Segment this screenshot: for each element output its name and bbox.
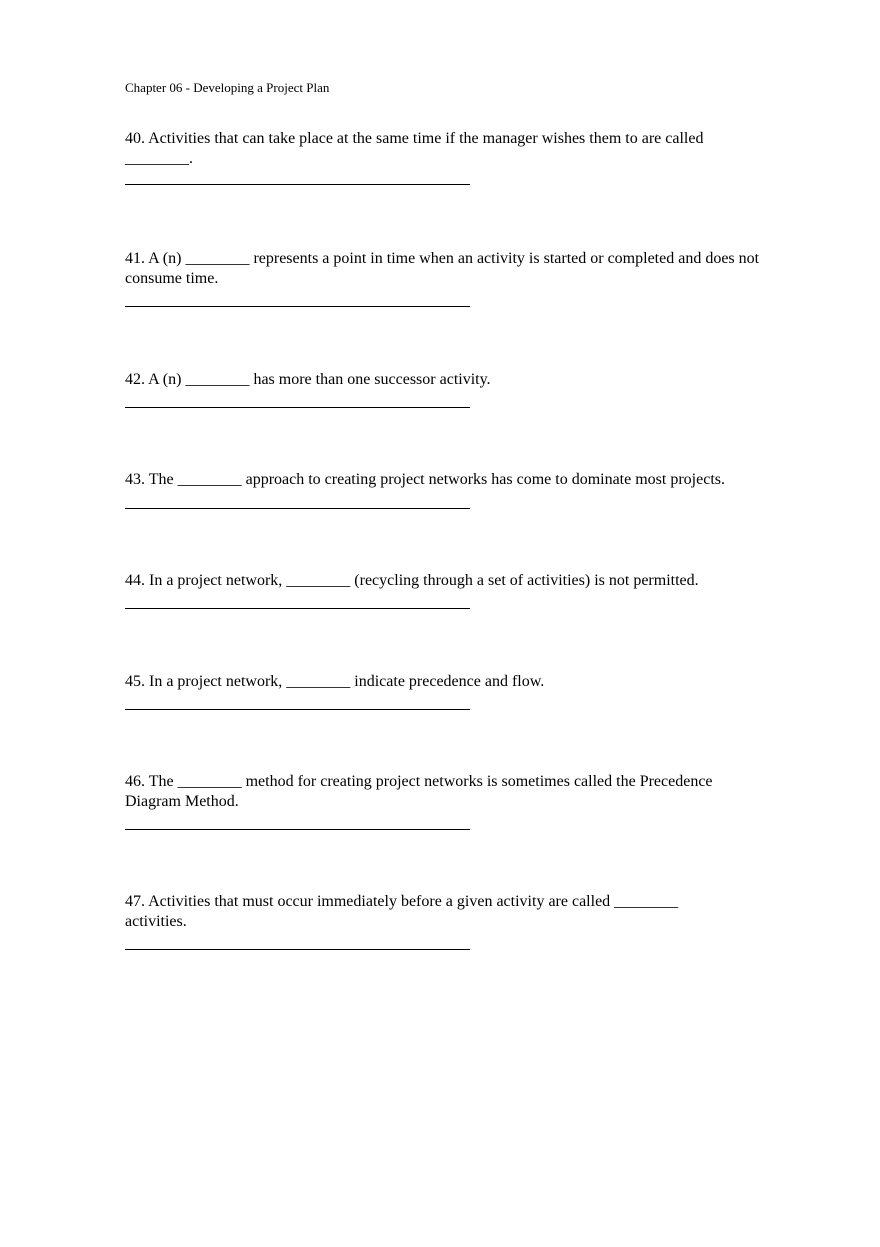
answer-line-45[interactable] — [125, 709, 470, 710]
answer-line-43[interactable] — [125, 508, 470, 509]
question-40: 40. Activities that can take place at the same time if the manager wishes them to are called ________. — [125, 130, 704, 167]
chapter-header: Chapter 06 - Developing a Project Plan — [125, 80, 330, 95]
question-46: 46. The ________ method for creating project networks is sometimes called the Precedence Diagram Method. — [125, 773, 713, 810]
answer-line-47[interactable] — [125, 949, 470, 950]
answer-line-44[interactable] — [125, 608, 470, 609]
question-47: 47. Activities that must occur immediately before a given activity are called ________ activities. — [125, 893, 679, 930]
answer-line-41[interactable] — [125, 306, 470, 307]
answer-line-40[interactable] — [125, 184, 470, 185]
question-44: 44. In a project network, ________ (recycling through a set of activities) is not permitted. — [125, 572, 699, 589]
question-43: 43. The ________ approach to creating project networks has come to dominate most projects. — [125, 471, 725, 488]
question-41: 41. A (n) ________ represents a point in time when an activity is started or completed and does not consume time. — [125, 250, 760, 287]
question-42: 42. A (n) ________ has more than one successor activity. — [125, 371, 491, 388]
question-45: 45. In a project network, ________ indicate precedence and flow. — [125, 673, 545, 690]
answer-line-42[interactable] — [125, 407, 470, 408]
answer-line-46[interactable] — [125, 829, 470, 830]
